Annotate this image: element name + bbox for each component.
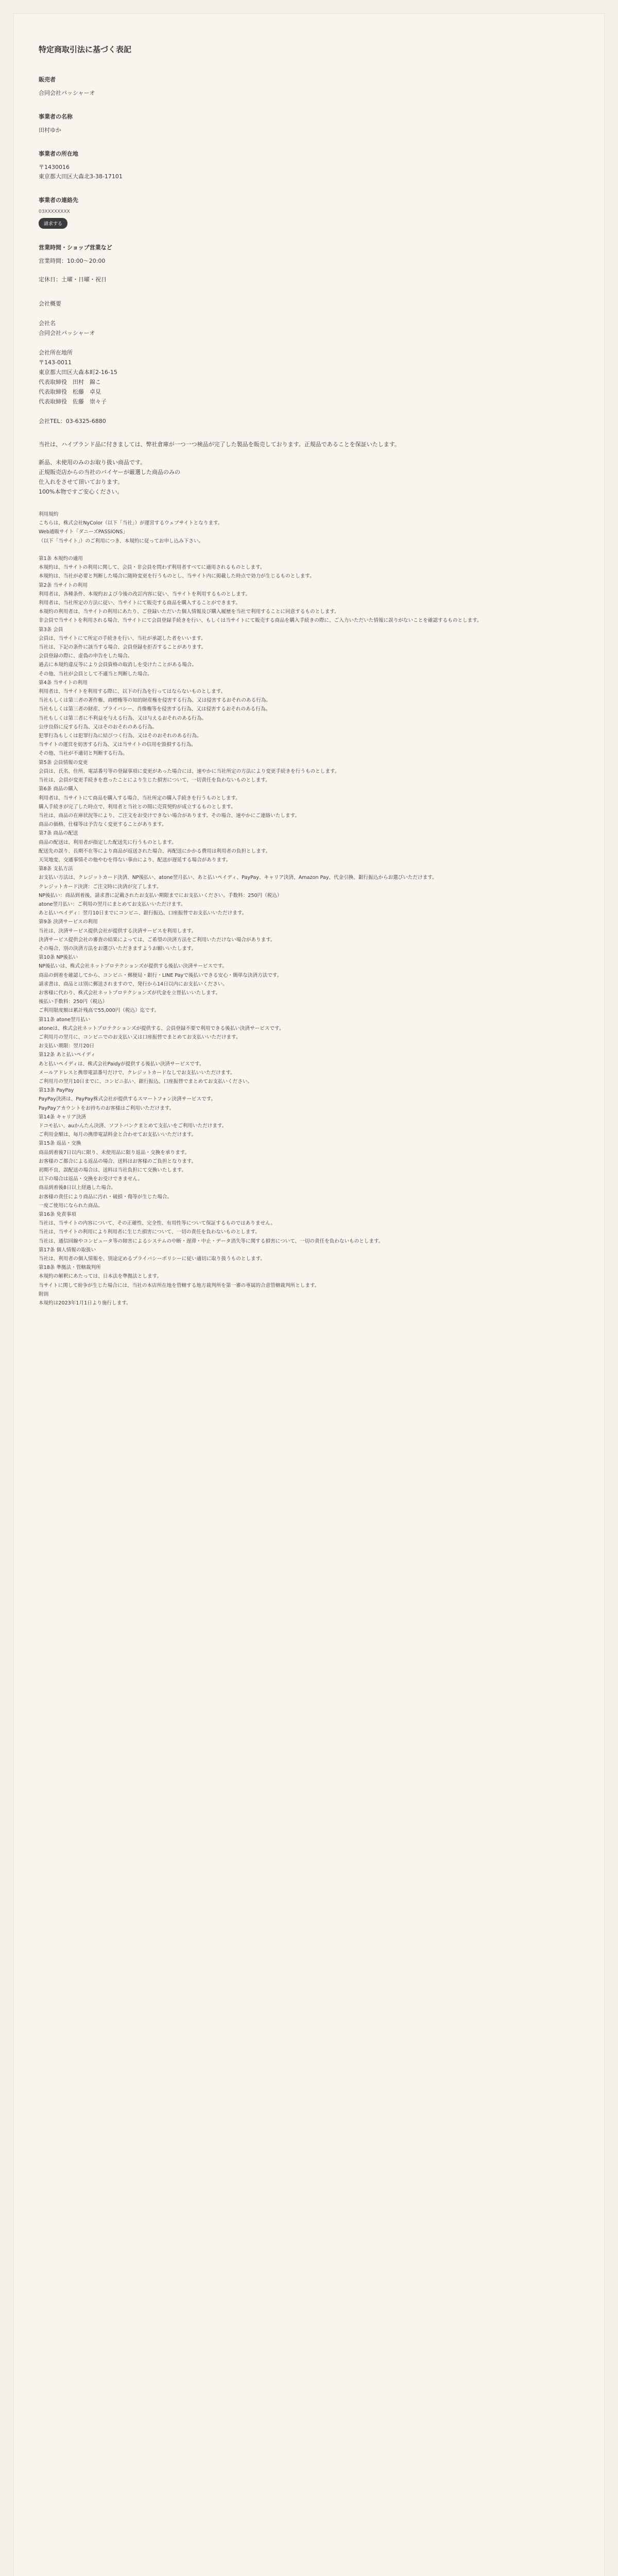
company-overview: 会社概要 会社名 合同会社パッシャーオ 会社所在地所 〒143-0011 東京都大田区大森本町2-16-15 代表取締役 田村 錦こ 代表取締役 松藤 卓見 代表取締役 佐藤 崇々子 会社TEL：03-6325-6880: [39, 300, 117, 425]
address-value: 〒1430016 東京都大田区大森北3-38-17101: [39, 164, 123, 180]
seller-section: [39, 75, 578, 98]
contact-phone: 03XXXXXXXX: [39, 209, 70, 214]
content-sheet: [13, 13, 605, 2576]
request-button[interactable]: 請求する: [39, 218, 67, 229]
contact-label: 事業者の連絡先: [39, 197, 78, 204]
hours-section: [39, 243, 578, 284]
seller-label: 販売者: [39, 76, 56, 83]
terms-of-use: 利用規約 こちらは、株式会社NyColor（以下「当社」）が運営するウェブサイトとなります。 Web通販サイト「ダニーズPASSIONS」 （以下「当サイト」）のご利用につき、本規約に従ってお申し込み下さい。 第1条 本規約の適用 本規約は、当サイトの利用に関して、会員・非会員を問わず利用者すべてに適用されるものとします。 本規約は、当社が必要と判断した場合に随時変更を行うものとし、当サイト内に掲載した時点で効力が生じるものとします。 第2条 当サイトの利用 利用者は、各種条件、本規約および今後の改訂内容に従い、当サイトを利用するものとします。 利用者は、当社所定の方法に従い、当サイトにて販売する商品を購入することができます。 本規約の利用者は、当サイトの利用にあたり、ご登録いただいた個人情報及び購入履歴を当社で利用することに同意するものとします。 非会員で当サイトを利用される場合、当サイトにて会員登録手続きを行い、もしくは当サイトにて販売する商品を購入手続きの際に、ご入力いただいた情報に誤りがないことを確認するものとします。 第3条 会員 会員は、当サイトにて所定の手続きを行い、当社が承認した者をいいます。 当社は、下記の条件に該当する場合、会員登録を拒否することがあります。 会員登録の際に、虚偽の申告をした場合。 過去に本規約違反等により会員資格の取消しを受けたことがある場合。 その他、当社が会員として不適当と判断した場合。 第4条 当サイトの利用 利用者は、当サイトを利用する際に、以下の行為を行ってはならないものとします。 当社もしくは第三者の著作権、商標権等の知的財産権を侵害する行為、又は侵害するおそれのある行為。 当社もしくは第三者の財産、プライバシー、肖像権等を侵害する行為、又は侵害するおそれのある行為。 当社もしくは第三者に不利益を与える行為、又は与えるおそれのある行為。 公序良俗に反する行為、又はそのおそれのある行為。 犯罪行為もしくは犯罪行為に結びつく行為、又はそのおそれのある行為。 当サイトの運営を妨害する行為、又は当サイトの信用を毀損する行為。 その他、当社が不適切と判断する行為。 第5条 会員情報の変更 会員は、氏名、住所、電話番号等の登録事項に変更があった場合には、速やかに当社所定の方法により変更手続きを行うものとします。 当社は、会員が変更手続きを怠ったことにより生じた損害について、一切責任を負わないものとします。 第6条 商品の購入 利用者は、当サイトにて商品を購入する場合、当社所定の購入手続きを行うものとします。 購入手続きが完了した時点で、利用者と当社との間に売買契約が成立するものとします。 当社は、商品の在庫状況等により、ご注文をお受けできない場合があります。その場合、速やかにご連絡いたします。 商品の価格、仕様等は予告なく変更することがあります。 第7条 商品の配送 商品の配送は、利用者が指定した配送先に行うものとします。 配送先の誤り、長期不在等により商品が返送された場合、再配送にかかる費用は利用者の負担とします。 天災地変、交通事情その他やむを得ない事由により、配送が遅延する場合があります。 第8条 支払方法 お支払い方法は、クレジットカード決済、NP後払い、atone翌月払い、あと払いペイディ、PayPay、キャリア決済、Amazon Pay、代金引換、銀行振込からお選びいただけます。 クレジットカード決済：ご注文時に決済が完了します。 NP後払い：商品到着後、請求書に記載されたお支払い期限までにお支払いください。手数料：250円（税込） atone翌月払い：ご利用の翌月にまとめてお支払いいただけます。 あと払いペイディ：翌月10日までにコンビニ、銀行振込、口座振替でお支払いいただけます。 第9条 決済サービスの利用 当社は、決済サービス提供会社が提供する決済サービスを利用します。 決済サービス提供会社の審査の結果によっては、ご希望の決済方法をご利用いただけない場合があります。 その場合、別の決済方法をお選びいただきますようお願いいたします。 第10条 NP後払い NP後払いは、株式会社ネットプロテクションズが提供する後払い決済サービスです。 商品の到着を確認してから、コンビニ・郵便局・銀行・LINE Payで後払いできる安心・簡単な決済方法です。 請求書は、商品とは別に郵送されますので、発行から14日以内にお支払いください。 お客様に代わり、株式会社ネットプロテクションズが代金を立替払いいたします。 後払い手数料：250円（税込） ご利用限度額は累計残高で55,000円（税込）迄です。 第11条 atone翌月払い atoneは、株式会社ネットプロテクションズが提供する、会員登録不要で利用できる後払い決済サービスです。 ご利用月の翌月に、コンビニでのお支払い又は口座振替でまとめてお支払いいただけます。 お支払い期限：翌月20日 第12条 あと払いペイディ あと払いペイディは、株式会社Paidyが提供する後払い決済サービスです。 メールアドレスと携帯電話番号だけで、クレジットカードなしでお支払いいただけます。 ご利用月の翌月10日までに、コンビニ払い、銀行振込、口座振替でまとめてお支払いください。 第13条 PayPay PayPay決済は、PayPay株式会社が提供するスマートフォン決済サービスです。 PayPayアカウントをお持ちのお客様はご利用いただけます。 第14条 キャリア決済 ドコモ払い、auかんたん決済、ソフトバンクまとめて支払いをご利用いただけます。 ご利用金額は、毎月の携帯電話料金と合わせてお支払いいただけます。 第15条 返品・交換 商品到着後7日以内に限り、未使用品に限り返品・交換を承ります。 お客様のご都合による返品の場合、送料はお客様のご負担となります。 初期不良、誤配送の場合は、送料は当社負担にて交換いたします。 以下の場合は返品・交換をお受けできません。 商品到着後8日以上経過した場合。 お客様の責任により商品に汚れ・破損・傷等が生じた場合。 一度ご使用になられた商品。 第16条 免責事項 当社は、当サイトの内容について、その正確性、完全性、有用性等について保証するものではありません。 当社は、当サイトの利用により利用者に生じた損害について、一切の責任を負わないものとします。 当社は、通信回線やコンピュータ等の障害によるシステムの中断・遅滞・中止・データ消失等に関する損害について、一切の責任を負わないものとします。 第17条 個人情報の取扱い 当社は、利用者の個人情報を、別途定めるプライバシーポリシーに従い適切に取り扱うものとします。 第18条 準拠法・管轄裁判所 本規約の解釈にあたっては、日本法を準拠法とします。 当サイトに関して紛争が生じた場合には、当社の本店所在地を管轄する地方裁判所を第一審の専属的合意管轄裁判所とします。 附則 本規約は2023年1月1日より施行します。: [39, 512, 482, 1307]
seller-value: 合同会社パッシャーオ: [39, 90, 95, 96]
address-label: 事業者の所在地: [39, 150, 78, 157]
authenticity-notice: 新品、未使用のみのお取り扱い商品です。 正規販売店からの当社のバイヤーが厳選した商品のみの 仕入れをさせて頂いております。 100%本物ですご安心ください。: [39, 459, 180, 495]
product-statement: 当社は、ハイブランド品に付きましては、弊社倉庫が一つ一つ検品が完了した製品を販売しております。正規品であることを保証いたします。: [39, 441, 400, 448]
hours-label: 営業時間・ショップ営業など: [39, 244, 112, 251]
manager-section: [39, 112, 578, 135]
manager-label: 事業者の名称: [39, 113, 73, 120]
page-title: 特定商取引法に基づく表記: [39, 45, 132, 54]
manager-value: 田村ゆか: [39, 127, 61, 133]
contact-section: [39, 196, 578, 229]
address-section: [39, 149, 578, 181]
hours-value: 営業時間：10:00～20:00 定休日：土曜・日曜・祝日: [39, 258, 107, 283]
